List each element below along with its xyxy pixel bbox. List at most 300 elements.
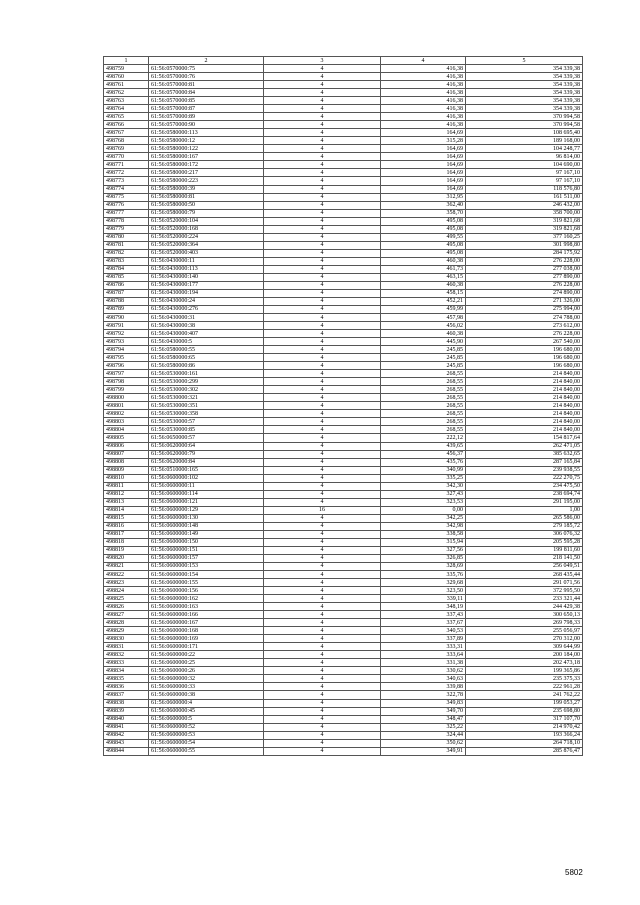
category-cell: 4 [264, 153, 381, 161]
row-number-cell: 498786 [104, 281, 149, 289]
cadastral-number-cell: 61:56:0580000:223 [149, 177, 264, 185]
area-cell: 342,25 [381, 514, 466, 522]
value-cell: 196 680,00 [466, 346, 583, 354]
value-cell: 97 167,10 [466, 169, 583, 177]
row-number-cell: 498805 [104, 434, 149, 442]
value-cell: 200 184,00 [466, 651, 583, 659]
table-row [104, 707, 583, 715]
row-number-cell: 498802 [104, 410, 149, 418]
area-cell: 268,55 [381, 426, 466, 434]
area-cell: 337,43 [381, 611, 466, 619]
row-number-cell: 498773 [104, 177, 149, 185]
value-cell: 256 049,51 [466, 562, 583, 570]
table-row [104, 571, 583, 579]
value-cell: 214 840,00 [466, 426, 583, 434]
value-cell: 264 718,10 [466, 739, 583, 747]
area-cell: 349,70 [381, 707, 466, 715]
row-number-cell: 498833 [104, 659, 149, 667]
row-number-cell: 498827 [104, 611, 149, 619]
value-cell: 354 339,38 [466, 73, 583, 81]
area-cell: 460,38 [381, 257, 466, 265]
row-number-cell: 498764 [104, 105, 149, 113]
cadastral-number-cell: 61:56:0600000:150 [149, 538, 264, 546]
table-row [104, 482, 583, 490]
area-cell: 342,98 [381, 522, 466, 530]
value-cell: 1,00 [466, 506, 583, 514]
table-row [104, 498, 583, 506]
column-header: 4 [381, 57, 466, 65]
category-cell: 4 [264, 241, 381, 249]
cadastral-number-cell: 61:56:0600000:45 [149, 707, 264, 715]
value-cell: 269 798,33 [466, 619, 583, 627]
table-row [104, 595, 583, 603]
cadastral-number-cell: 61:56:0600000:26 [149, 667, 264, 675]
value-cell: 284 175,92 [466, 249, 583, 257]
row-number-cell: 498768 [104, 137, 149, 145]
category-cell: 4 [264, 595, 381, 603]
value-cell: 265 586,00 [466, 514, 583, 522]
cadastral-number-cell: 61:56:0650000:57 [149, 434, 264, 442]
value-cell: 234 475,50 [466, 482, 583, 490]
row-number-cell: 498777 [104, 209, 149, 217]
cadastral-number-cell: 61:56:0570000:75 [149, 65, 264, 73]
value-cell: 370 994,58 [466, 113, 583, 121]
value-cell: 214 840,00 [466, 378, 583, 386]
value-cell: 193 366,24 [466, 731, 583, 739]
value-cell: 276 228,00 [466, 281, 583, 289]
area-cell: 416,38 [381, 73, 466, 81]
area-cell: 349,83 [381, 699, 466, 707]
area-cell: 349,91 [381, 747, 466, 755]
area-cell: 337,89 [381, 635, 466, 643]
row-number-cell: 498795 [104, 354, 149, 362]
area-cell: 268,55 [381, 378, 466, 386]
cadastral-number-cell: 61:56:0570000:90 [149, 121, 264, 129]
area-cell: 164,69 [381, 169, 466, 177]
area-cell: 315,94 [381, 538, 466, 546]
category-cell: 4 [264, 739, 381, 747]
row-number-cell: 498761 [104, 81, 149, 89]
table-row [104, 675, 583, 683]
category-cell: 4 [264, 530, 381, 538]
table-row [104, 619, 583, 627]
area-cell: 335,25 [381, 474, 466, 482]
category-cell: 4 [264, 257, 381, 265]
area-cell: 312,95 [381, 193, 466, 201]
category-cell: 4 [264, 225, 381, 233]
area-cell: 358,70 [381, 209, 466, 217]
value-cell: 268 435,44 [466, 571, 583, 579]
cadastral-number-cell: 61:56:0570000:87 [149, 105, 264, 113]
cadastral-number-cell: 61:56:0600000:25 [149, 659, 264, 667]
header-row [104, 57, 583, 65]
value-cell: 202 473,18 [466, 659, 583, 667]
row-number-cell: 498832 [104, 651, 149, 659]
category-cell: 4 [264, 193, 381, 201]
category-cell: 4 [264, 273, 381, 281]
row-number-cell: 498774 [104, 185, 149, 193]
table-row [104, 265, 583, 273]
cadastral-number-cell: 61:56:0430000:5 [149, 338, 264, 346]
row-number-cell: 498794 [104, 346, 149, 354]
table-row [104, 249, 583, 257]
table-row [104, 201, 583, 209]
value-cell: 271 326,00 [466, 297, 583, 305]
column-header: 1 [104, 57, 149, 65]
table-row [104, 442, 583, 450]
table-row [104, 362, 583, 370]
table-row [104, 281, 583, 289]
table-row [104, 209, 583, 217]
value-cell: 354 339,38 [466, 65, 583, 73]
table-row [104, 241, 583, 249]
value-cell: 214 840,00 [466, 402, 583, 410]
category-cell: 4 [264, 619, 381, 627]
cadastral-number-cell: 61:56:0600000:148 [149, 522, 264, 530]
category-cell: 4 [264, 571, 381, 579]
row-number-cell: 498817 [104, 530, 149, 538]
value-cell: 354 339,38 [466, 81, 583, 89]
area-cell: 327,56 [381, 546, 466, 554]
cadastral-number-cell: 61:56:0600000:168 [149, 627, 264, 635]
row-number-cell: 498789 [104, 305, 149, 313]
table-row [104, 129, 583, 137]
value-cell: 118 576,80 [466, 185, 583, 193]
row-number-cell: 498781 [104, 241, 149, 249]
table-row [104, 386, 583, 394]
cadastral-number-cell: 61:56:0580000:79 [149, 209, 264, 217]
category-cell: 4 [264, 410, 381, 418]
category-cell: 4 [264, 305, 381, 313]
value-cell: 287 165,84 [466, 458, 583, 466]
cadastral-number-cell: 61:56:0600000:130 [149, 514, 264, 522]
value-cell: 377 160,25 [466, 233, 583, 241]
table-body [104, 65, 583, 756]
row-number-cell: 498804 [104, 426, 149, 434]
category-cell: 4 [264, 322, 381, 330]
cadastral-number-cell: 61:56:0430000:38 [149, 322, 264, 330]
row-number-cell: 498828 [104, 619, 149, 627]
value-cell: 199 053,27 [466, 699, 583, 707]
row-number-cell: 498823 [104, 579, 149, 587]
cadastral-number-cell: 61:56:0430000:194 [149, 289, 264, 297]
table-row [104, 731, 583, 739]
table-row [104, 330, 583, 338]
category-cell: 4 [264, 97, 381, 105]
cadastral-number-cell: 61:56:0520000:168 [149, 225, 264, 233]
value-cell: 306 076,32 [466, 530, 583, 538]
cadastral-number-cell: 61:56:0600000:11 [149, 482, 264, 490]
table-row [104, 370, 583, 378]
area-cell: 460,38 [381, 281, 466, 289]
area-cell: 339,11 [381, 595, 466, 603]
table-row [104, 490, 583, 498]
value-cell: 354 339,38 [466, 89, 583, 97]
table-row [104, 659, 583, 667]
category-cell: 4 [264, 338, 381, 346]
cadastral-number-cell: 61:56:0570000:85 [149, 97, 264, 105]
value-cell: 300 650,13 [466, 611, 583, 619]
value-cell: 108 695,40 [466, 129, 583, 137]
category-cell: 4 [264, 579, 381, 587]
table-row [104, 635, 583, 643]
category-cell: 4 [264, 651, 381, 659]
category-cell: 4 [264, 346, 381, 354]
table-row [104, 538, 583, 546]
value-cell: 301 998,80 [466, 241, 583, 249]
area-cell: 499,55 [381, 233, 466, 241]
area-cell: 340,63 [381, 675, 466, 683]
value-cell: 275 994,00 [466, 305, 583, 313]
row-number-cell: 498811 [104, 482, 149, 490]
value-cell: 246 432,00 [466, 201, 583, 209]
cadastral-number-cell: 61:56:0580000:65 [149, 354, 264, 362]
cadastral-number-cell: 61:56:0600000:121 [149, 498, 264, 506]
area-cell: 460,38 [381, 330, 466, 338]
category-cell: 4 [264, 233, 381, 241]
value-cell: 199 811,60 [466, 546, 583, 554]
value-cell: 161 511,00 [466, 193, 583, 201]
area-cell: 495,08 [381, 217, 466, 225]
category-cell: 4 [264, 145, 381, 153]
table-row [104, 514, 583, 522]
area-cell: 339,88 [381, 683, 466, 691]
value-cell: 358 700,00 [466, 209, 583, 217]
value-cell: 274 890,00 [466, 289, 583, 297]
row-number-cell: 498793 [104, 338, 149, 346]
cadastral-number-cell: 61:56:0530000:358 [149, 410, 264, 418]
table-row [104, 65, 583, 73]
row-number-cell: 498810 [104, 474, 149, 482]
cadastral-number-cell: 61:56:0510000:165 [149, 466, 264, 474]
cadastral-number-cell: 61:56:0530000:299 [149, 378, 264, 386]
value-cell: 319 821,68 [466, 225, 583, 233]
row-number-cell: 498784 [104, 265, 149, 273]
category-cell: 4 [264, 65, 381, 73]
row-number-cell: 498806 [104, 442, 149, 450]
value-cell: 241 762,22 [466, 691, 583, 699]
row-number-cell: 498834 [104, 667, 149, 675]
category-cell: 4 [264, 667, 381, 675]
area-cell: 435,76 [381, 458, 466, 466]
row-number-cell: 498763 [104, 97, 149, 105]
category-cell: 4 [264, 330, 381, 338]
cadastral-number-cell: 61:56:0600000:129 [149, 506, 264, 514]
cadastral-number-cell: 61:56:0600000:155 [149, 579, 264, 587]
row-number-cell: 498800 [104, 394, 149, 402]
cadastral-number-cell: 61:56:0600000:156 [149, 587, 264, 595]
cadastral-number-cell: 61:56:0600000:157 [149, 554, 264, 562]
row-number-cell: 498816 [104, 522, 149, 530]
cadastral-number-cell: 61:56:0570000:81 [149, 81, 264, 89]
category-cell: 4 [264, 217, 381, 225]
table-row [104, 587, 583, 595]
category-cell: 4 [264, 723, 381, 731]
row-number-cell: 498771 [104, 161, 149, 169]
cadastral-number-cell: 61:56:0580000:55 [149, 346, 264, 354]
table-row [104, 338, 583, 346]
area-cell: 164,69 [381, 177, 466, 185]
cadastral-number-cell: 61:56:0430000:140 [149, 273, 264, 281]
row-number-cell: 498759 [104, 65, 149, 73]
area-cell: 164,69 [381, 185, 466, 193]
cadastral-number-cell: 61:56:0530000:85 [149, 426, 264, 434]
category-cell: 4 [264, 675, 381, 683]
category-cell: 4 [264, 546, 381, 554]
area-cell: 268,55 [381, 394, 466, 402]
cadastral-number-cell: 61:56:0600000:162 [149, 595, 264, 603]
value-cell: 317 107,70 [466, 715, 583, 723]
cadastral-number-cell: 61:56:0570000:84 [149, 89, 264, 97]
row-number-cell: 498829 [104, 627, 149, 635]
category-cell: 4 [264, 498, 381, 506]
cadastral-number-cell: 61:56:0430000:276 [149, 305, 264, 313]
area-cell: 323,50 [381, 587, 466, 595]
value-cell: 214 840,00 [466, 394, 583, 402]
value-cell: 233 321,44 [466, 595, 583, 603]
column-header: 2 [149, 57, 264, 65]
row-number-cell: 498779 [104, 225, 149, 233]
table-row [104, 474, 583, 482]
area-cell: 322,78 [381, 691, 466, 699]
value-cell: 214 840,00 [466, 418, 583, 426]
cadastral-number-cell: 61:56:0430000:31 [149, 314, 264, 322]
area-cell: 328,69 [381, 562, 466, 570]
row-number-cell: 498819 [104, 546, 149, 554]
table-row [104, 691, 583, 699]
area-cell: 452,21 [381, 297, 466, 305]
table-row [104, 739, 583, 747]
cadastral-number-cell: 61:56:0600000:151 [149, 546, 264, 554]
cadastral-number-cell: 61:56:0600000:166 [149, 611, 264, 619]
cadastral-number-cell: 61:56:0580000:50 [149, 201, 264, 209]
category-cell: 4 [264, 378, 381, 386]
category-cell: 4 [264, 297, 381, 305]
area-cell: 456,37 [381, 450, 466, 458]
table-row [104, 434, 583, 442]
category-cell: 4 [264, 490, 381, 498]
value-cell: 279 185,72 [466, 522, 583, 530]
cadastral-number-cell: 61:56:0600000:153 [149, 562, 264, 570]
table-row [104, 217, 583, 225]
value-cell: 354 339,38 [466, 97, 583, 105]
table-row [104, 322, 583, 330]
cadastral-number-cell: 61:56:0520000:364 [149, 241, 264, 249]
row-number-cell: 498776 [104, 201, 149, 209]
area-cell: 416,38 [381, 105, 466, 113]
cadastral-number-cell: 61:56:0600000:149 [149, 530, 264, 538]
value-cell: 274 788,00 [466, 314, 583, 322]
row-number-cell: 498765 [104, 113, 149, 121]
value-cell: 235 375,33 [466, 675, 583, 683]
value-cell: 267 540,00 [466, 338, 583, 346]
row-number-cell: 498841 [104, 723, 149, 731]
category-cell: 4 [264, 137, 381, 145]
category-cell: 4 [264, 659, 381, 667]
area-cell: 457,98 [381, 314, 466, 322]
area-cell: 337,67 [381, 619, 466, 627]
area-cell: 164,69 [381, 145, 466, 153]
table-row [104, 546, 583, 554]
table-row [104, 603, 583, 611]
category-cell: 4 [264, 466, 381, 474]
cadastral-number-cell: 61:56:0580000:167 [149, 153, 264, 161]
category-cell: 4 [264, 265, 381, 273]
area-cell: 463,15 [381, 273, 466, 281]
category-cell: 4 [264, 177, 381, 185]
table-row [104, 145, 583, 153]
value-cell: 196 680,00 [466, 354, 583, 362]
category-cell: 4 [264, 370, 381, 378]
category-cell: 4 [264, 699, 381, 707]
area-cell: 268,55 [381, 410, 466, 418]
row-number-cell: 498775 [104, 193, 149, 201]
row-number-cell: 498787 [104, 289, 149, 297]
area-cell: 245,85 [381, 362, 466, 370]
table-row [104, 153, 583, 161]
category-cell: 4 [264, 587, 381, 595]
cadastral-number-cell: 61:56:0520000:224 [149, 233, 264, 241]
row-number-cell: 498826 [104, 603, 149, 611]
value-cell: 104 248,77 [466, 145, 583, 153]
area-cell: 348,47 [381, 715, 466, 723]
category-cell: 4 [264, 354, 381, 362]
area-cell: 335,76 [381, 571, 466, 579]
table-row [104, 185, 583, 193]
category-cell: 4 [264, 161, 381, 169]
value-cell: 285 876,47 [466, 747, 583, 755]
category-cell: 4 [264, 627, 381, 635]
area-cell: 416,38 [381, 113, 466, 121]
cadastral-number-cell: 61:56:0600000:114 [149, 490, 264, 498]
cadastral-number-cell: 61:56:0530000:161 [149, 370, 264, 378]
cadastral-number-cell: 61:56:0580000:122 [149, 145, 264, 153]
area-cell: 329,68 [381, 579, 466, 587]
table-row [104, 121, 583, 129]
area-cell: 461,73 [381, 265, 466, 273]
row-number-cell: 498835 [104, 675, 149, 683]
table-row [104, 225, 583, 233]
area-cell: 164,69 [381, 161, 466, 169]
table-row [104, 73, 583, 81]
area-cell: 459,99 [381, 305, 466, 313]
column-header: 5 [466, 57, 583, 65]
cadastral-number-cell: 61:56:0530000:321 [149, 394, 264, 402]
area-cell: 495,08 [381, 225, 466, 233]
row-number-cell: 498788 [104, 297, 149, 305]
category-cell: 4 [264, 434, 381, 442]
table-row [104, 611, 583, 619]
area-cell: 315,28 [381, 137, 466, 145]
area-cell: 495,08 [381, 241, 466, 249]
cadastral-number-cell: 61:56:0600000:55 [149, 747, 264, 755]
table-row [104, 354, 583, 362]
table-row [104, 177, 583, 185]
table-row [104, 273, 583, 281]
value-cell: 214 840,00 [466, 370, 583, 378]
table-row [104, 418, 583, 426]
row-number-cell: 498840 [104, 715, 149, 723]
category-cell: 4 [264, 185, 381, 193]
cadastral-number-cell: 61:56:0580000:172 [149, 161, 264, 169]
value-cell: 104 690,00 [466, 161, 583, 169]
cadastral-number-cell: 61:56:0600000:169 [149, 635, 264, 643]
cadastral-number-cell: 61:56:0570000:76 [149, 73, 264, 81]
area-cell: 268,55 [381, 386, 466, 394]
value-cell: 372 995,50 [466, 587, 583, 595]
category-cell: 4 [264, 715, 381, 723]
area-cell: 348,19 [381, 603, 466, 611]
